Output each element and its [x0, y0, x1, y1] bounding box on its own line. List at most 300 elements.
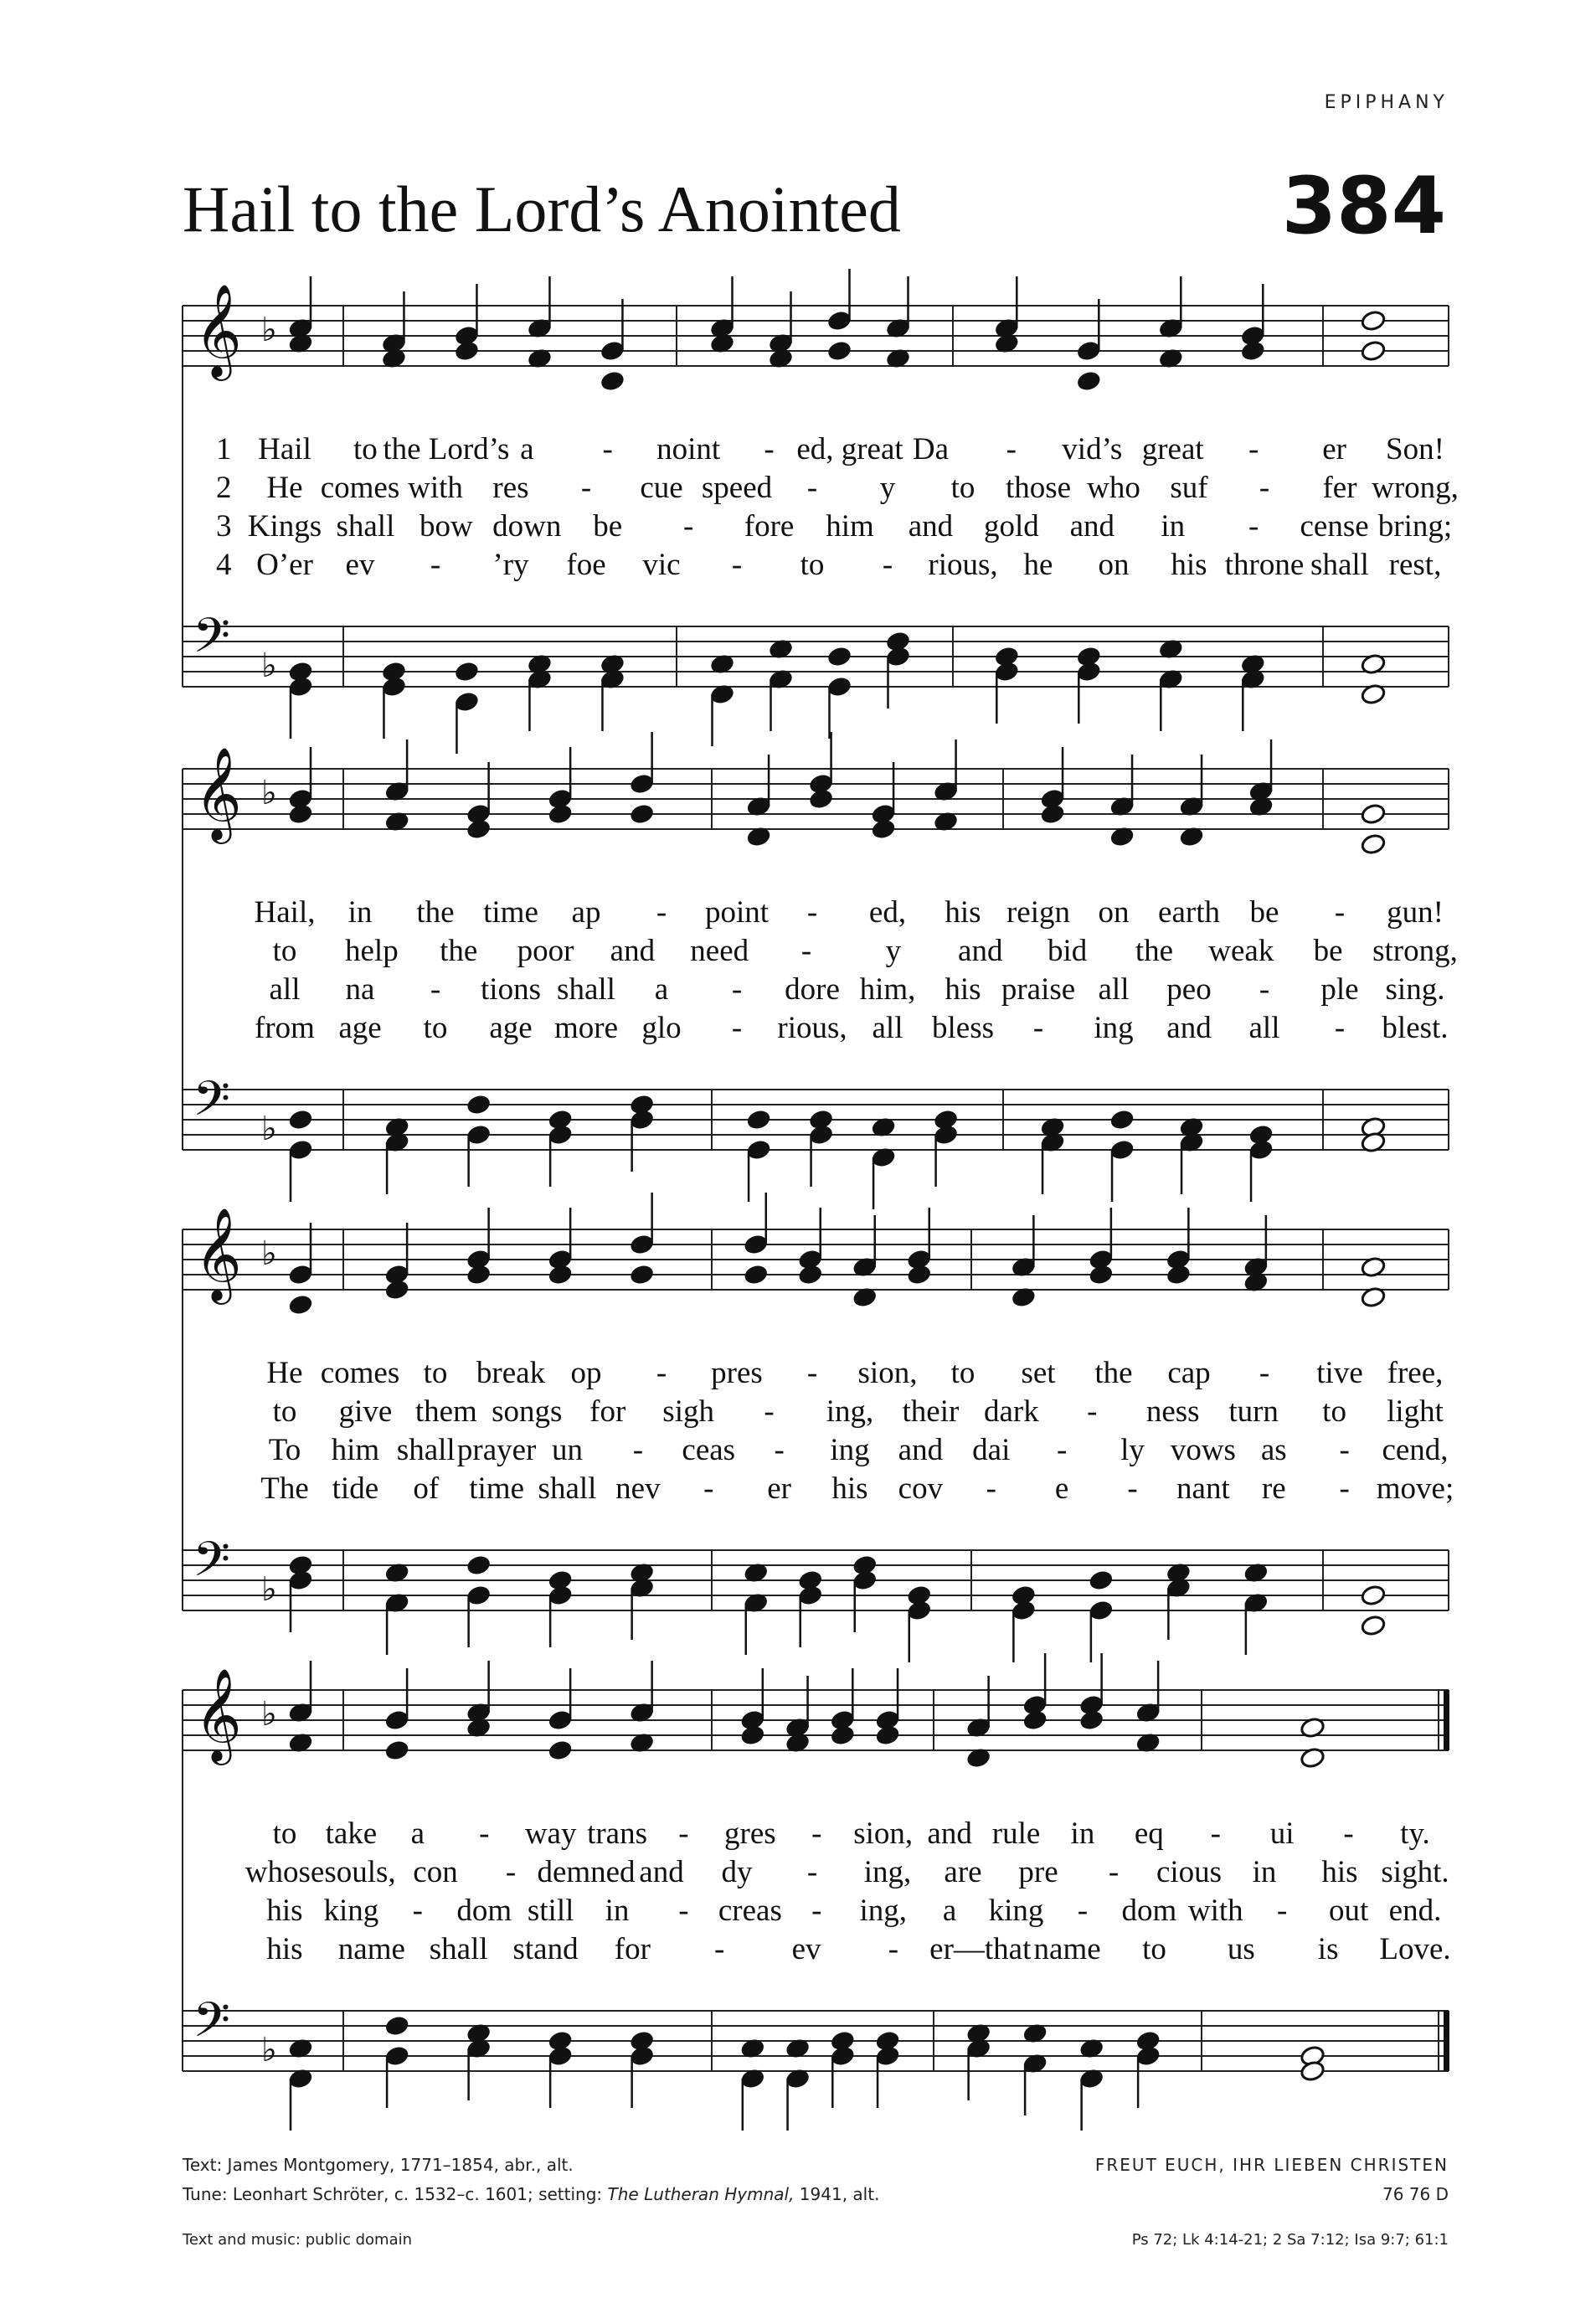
syllable-hyphen: -: [656, 895, 667, 930]
lyric-syllable: sion,: [857, 1356, 918, 1390]
hymn-number: 384: [1281, 161, 1446, 252]
syllable-hyphen: -: [774, 1433, 785, 1467]
lyric-syllable: reign: [1006, 895, 1071, 930]
lyric-syllable: ’ry: [492, 548, 529, 582]
lyric-syllable: him: [826, 509, 874, 544]
lyric-syllable: and: [927, 1816, 972, 1851]
lyric-syllable: and: [610, 934, 656, 968]
key-flat-icon: ♭: [261, 1695, 277, 1734]
lyric-syllable: light: [1387, 1394, 1444, 1429]
lyric-syllable: poor: [517, 934, 574, 968]
lyric-syllable: demned: [537, 1855, 636, 1889]
lyric-syllable: more: [553, 1011, 619, 1045]
lyric-syllable: stand: [512, 1932, 579, 1966]
lyric-syllable: to: [272, 1816, 297, 1851]
note-head: [454, 340, 480, 363]
lyric-syllable: Hail,: [254, 895, 316, 930]
lyric-syllable: be: [1313, 934, 1343, 968]
lyric-syllable: name: [1033, 1932, 1101, 1966]
syllable-hyphen: -: [430, 972, 441, 1007]
lyric-syllable: dark: [983, 1394, 1039, 1429]
lyric-syllable: in: [1070, 1816, 1095, 1851]
note-head: [746, 1109, 772, 1131]
note-head: [548, 1739, 574, 1762]
note-head: [600, 370, 625, 393]
lyric-syllable: break: [476, 1356, 546, 1390]
lyric-syllable: nev: [615, 1471, 661, 1506]
lyric-syllable: prayer: [456, 1433, 537, 1467]
lyric-syllable: sigh: [662, 1394, 714, 1429]
verse-number: 4: [216, 548, 232, 582]
syllable-hyphen: -: [811, 1894, 822, 1928]
lyric-syllable: his: [266, 1932, 303, 1966]
syllable-hyphen: -: [1108, 1855, 1120, 1889]
note-head: [384, 1279, 410, 1301]
lyric-syllable: bring;: [1377, 509, 1453, 544]
lyric-syllable: bid: [1047, 934, 1088, 968]
lyric-syllable: un: [552, 1433, 583, 1467]
note-head: [629, 803, 655, 826]
lyric-syllable: ing: [1094, 1011, 1134, 1045]
lyric-syllable: pre: [1018, 1855, 1058, 1889]
lyric-line: [0, 1471, 1570, 1509]
lyric-syllable: vid’s: [1062, 432, 1123, 466]
lyric-syllable: ness: [1145, 1394, 1200, 1429]
note-head: [466, 1264, 492, 1286]
lyric-syllable: vic: [642, 548, 681, 582]
lyric-syllable: comes: [320, 471, 400, 505]
key-flat-icon: ♭: [261, 647, 277, 685]
bass-clef-icon: 𝄢: [193, 1070, 231, 1139]
lyric-syllable: Da: [912, 432, 949, 466]
lyric-syllable: king: [988, 1894, 1044, 1928]
rights-notice: Text and music: public domain: [183, 2231, 413, 2249]
lyric-line: [0, 894, 1570, 933]
lyric-syllable: dom: [456, 1894, 512, 1928]
syllable-hyphen: -: [731, 1011, 743, 1045]
note-head: [1361, 803, 1387, 826]
lyric-syllable: all: [269, 972, 301, 1007]
tune-credit-suffix: 1941, alt.: [794, 2184, 880, 2204]
verse-number: 3: [216, 509, 232, 544]
lyric-syllable: his: [1321, 1855, 1358, 1889]
lyric-syllable: the: [416, 895, 455, 930]
lyric-syllable: creas: [718, 1894, 782, 1928]
lyric-syllable: vows: [1170, 1433, 1236, 1467]
lyric-syllable: ly: [1120, 1433, 1145, 1467]
lyric-syllable: cap: [1167, 1356, 1211, 1390]
note-head: [1022, 1709, 1048, 1732]
note-head: [1361, 833, 1387, 856]
syllable-hyphen: -: [731, 548, 743, 582]
lyric-syllable: time: [469, 1471, 525, 1506]
lyric-syllable: and: [1166, 1011, 1212, 1045]
lyric-syllable: bow: [419, 509, 473, 544]
lyric-syllable: er: [767, 1471, 791, 1506]
lyric-line: [0, 1893, 1570, 1931]
lyric-syllable: blest.: [1382, 1011, 1449, 1045]
lyric-syllable: give: [338, 1394, 393, 1429]
text-credit: Text: James Montgomery, 1771–1854, abr., alt.: [183, 2155, 574, 2175]
lyric-syllable: er—that: [929, 1932, 1032, 1966]
lyric-syllable: shall: [538, 1471, 597, 1506]
note-head: [466, 818, 492, 841]
lyric-syllable: y: [879, 471, 896, 505]
lyric-syllable: sight.: [1381, 1855, 1449, 1889]
lyric-syllable: down: [492, 509, 562, 544]
lyric-syllable: eq: [1134, 1816, 1164, 1851]
lyric-syllable: shall: [429, 1932, 488, 1966]
meter: 76 76 D: [1382, 2184, 1449, 2204]
syllable-hyphen: -: [580, 471, 592, 505]
lyric-syllable: cend,: [1382, 1433, 1449, 1467]
lyric-syllable: to: [800, 548, 825, 582]
lyric-syllable: great: [1141, 432, 1204, 466]
lyric-syllable: dore: [785, 972, 840, 1007]
lyric-syllable: a: [942, 1894, 957, 1928]
syllable-hyphen: -: [806, 1356, 818, 1390]
lyric-syllable: to: [1322, 1394, 1346, 1429]
lyric-line: [0, 971, 1570, 1010]
lyric-syllable: y: [885, 934, 902, 968]
note-head: [384, 2015, 410, 2038]
lyric-syllable: a: [520, 432, 534, 466]
lyric-syllable: cov: [898, 1471, 944, 1506]
key-flat-icon: ♭: [261, 1234, 277, 1273]
lyric-syllable: to: [950, 471, 975, 505]
lyric-syllable: ui: [1269, 1816, 1295, 1851]
key-flat-icon: ♭: [261, 2031, 277, 2069]
lyric-syllable: for: [589, 1394, 626, 1429]
lyric-syllable: all: [1098, 972, 1130, 1007]
note-head: [384, 1739, 410, 1762]
lyric-syllable: trans: [587, 1816, 648, 1851]
lyric-syllable: king: [323, 1894, 379, 1928]
syllable-hyphen: -: [1210, 1816, 1221, 1851]
note-head: [1361, 310, 1387, 332]
lyric-syllable: ing,: [826, 1394, 874, 1429]
syllable-hyphen: -: [632, 1433, 644, 1467]
lyric-syllable: rious,: [777, 1011, 847, 1045]
lyric-syllable: be: [1249, 895, 1279, 930]
note-head: [454, 661, 480, 683]
note-head: [288, 803, 314, 826]
lyric-line: [0, 1355, 1570, 1394]
lyric-syllable: and: [898, 1433, 944, 1467]
bass-clef-icon: 𝄢: [193, 1531, 231, 1600]
lyric-syllable: to: [423, 1011, 448, 1045]
note-head: [743, 1264, 769, 1286]
lyric-syllable: strong,: [1372, 934, 1458, 968]
lyric-syllable: gold: [983, 509, 1039, 544]
syllable-hyphen: -: [1056, 1433, 1068, 1467]
lyric-syllable: and: [908, 509, 954, 544]
lyric-syllable: a: [654, 972, 669, 1007]
lyric-syllable: Hail: [258, 432, 311, 466]
hymn-title: Hail to the Lord’s Anointed: [183, 173, 901, 245]
note-head: [1361, 1585, 1387, 1607]
lyric-syllable: be: [593, 509, 623, 544]
lyric-syllable: nant: [1176, 1471, 1230, 1506]
lyric-syllable: the: [1135, 934, 1174, 968]
lyric-syllable: as: [1260, 1433, 1287, 1467]
lyric-syllable: to: [423, 1356, 448, 1390]
lyric-syllable: ev: [791, 1932, 821, 1966]
syllable-hyphen: -: [1343, 1816, 1354, 1851]
lyric-syllable: res: [492, 471, 529, 505]
note-head: [875, 1724, 901, 1747]
lyric-syllable: con: [413, 1855, 458, 1889]
lyric-syllable: shall: [1310, 548, 1369, 582]
lyric-syllable: in: [347, 895, 373, 930]
syllable-hyphen: -: [806, 1855, 818, 1889]
note-head: [1361, 1615, 1387, 1637]
verse-number: 2: [216, 471, 232, 505]
note-head: [629, 1264, 655, 1286]
scripture-references: Ps 72; Lk 4:14-21; 2 Sa 7:12; Isa 9:7; 61:1: [1131, 2231, 1449, 2249]
lyric-syllable: name: [337, 1932, 405, 1966]
lyric-syllable: way: [524, 1816, 577, 1851]
lyric-syllable: in: [1252, 1855, 1277, 1889]
lyric-syllable: who: [1087, 471, 1140, 505]
lyric-syllable: turn: [1228, 1394, 1279, 1429]
syllable-hyphen: -: [811, 1816, 822, 1851]
lyric-line: [0, 1010, 1570, 1049]
lyric-syllable: take: [325, 1816, 378, 1851]
lyric-syllable: foe: [566, 548, 606, 582]
lyric-syllable: He: [266, 471, 303, 505]
lyric-line: [0, 1854, 1570, 1893]
lyric-syllable: ing,: [863, 1855, 912, 1889]
treble-clef-icon: 𝄞: [194, 746, 242, 840]
note-head: [1109, 1109, 1135, 1131]
syllable-hyphen: -: [806, 471, 818, 505]
lyric-syllable: gun!: [1387, 895, 1444, 930]
lyric-syllable: ev: [345, 548, 375, 582]
lyric-syllable: free,: [1387, 1356, 1444, 1390]
lyric-syllable: na: [345, 972, 375, 1007]
syllable-hyphen: -: [806, 895, 818, 930]
lyric-syllable: and: [958, 934, 1003, 968]
lyric-syllable: to: [950, 1356, 975, 1390]
tune-credit: [183, 2184, 879, 2204]
note-head: [1240, 340, 1266, 363]
treble-staff: [183, 1667, 1449, 1765]
note-head: [830, 1724, 856, 1747]
lyric-syllable: out: [1328, 1894, 1369, 1928]
lyric-syllable: e: [1054, 1471, 1069, 1506]
lyric-syllable: them: [414, 1394, 477, 1429]
lyric-syllable: shall: [336, 509, 395, 544]
lyric-syllable: er: [1322, 432, 1346, 466]
lyric-syllable: rious,: [928, 548, 998, 582]
lyric-syllable: Love.: [1379, 1932, 1451, 1966]
lyric-syllable: in: [605, 1894, 630, 1928]
lyric-syllable: glo: [641, 1011, 682, 1045]
lyric-syllable: peo: [1166, 972, 1212, 1007]
lyric-syllable: end.: [1388, 1894, 1442, 1928]
lyric-syllable: dai: [972, 1433, 1011, 1467]
lyric-syllable: ed, great: [796, 432, 903, 466]
lyric-syllable: shall: [396, 1433, 456, 1467]
lyric-syllable: in: [1161, 509, 1186, 544]
syllable-hyphen: -: [1032, 1011, 1044, 1045]
note-head: [1088, 1264, 1114, 1286]
lyric-syllable: suf: [1170, 471, 1208, 505]
syllable-hyphen: -: [1127, 1471, 1138, 1506]
lyric-syllable: from: [255, 1011, 315, 1045]
syllable-hyphen: -: [1006, 432, 1017, 466]
bass-clef-icon: 𝄢: [193, 1992, 231, 2060]
lyric-syllable: to: [1142, 1932, 1166, 1966]
lyric-syllable: dy: [721, 1855, 753, 1889]
lyric-syllable: fore: [744, 509, 795, 544]
syllable-hyphen: -: [678, 1894, 689, 1928]
lyric-syllable: rest,: [1388, 548, 1442, 582]
lyric-syllable: to: [272, 934, 297, 968]
treble-clef-icon: 𝄞: [194, 1667, 242, 1761]
lyric-syllable: To: [268, 1433, 301, 1467]
lyric-syllable: his: [945, 972, 981, 1007]
lyric-syllable: with: [408, 471, 463, 505]
treble-clef-icon: 𝄞: [194, 1207, 242, 1301]
lyric-syllable: praise: [1001, 972, 1076, 1007]
lyric-syllable: ple: [1320, 972, 1359, 1007]
lyric-line: [0, 470, 1570, 508]
tune-credit-book: The Lutheran Hymnal,: [607, 2184, 795, 2204]
key-flat-icon: ♭: [261, 1110, 277, 1148]
syllable-hyphen: -: [1334, 895, 1346, 930]
lyric-syllable: time: [483, 895, 538, 930]
section-label: EPIPHANY: [1324, 92, 1449, 113]
syllable-hyphen: -: [430, 548, 441, 582]
note-head: [548, 803, 574, 826]
lyric-syllable: ty.: [1400, 1816, 1430, 1851]
note-head: [906, 1264, 932, 1286]
syllable-hyphen: -: [505, 1855, 517, 1889]
syllable-hyphen: -: [1339, 1471, 1350, 1506]
lyric-syllable: tide: [332, 1471, 379, 1506]
lyric-syllable: point: [704, 895, 770, 930]
lyric-syllable: cense: [1300, 509, 1369, 544]
lyric-syllable: re: [1261, 1471, 1286, 1506]
note-head: [739, 1724, 765, 1747]
lyric-syllable: throne: [1224, 548, 1305, 582]
lyric-syllable: his: [266, 1894, 303, 1928]
syllable-hyphen: -: [731, 972, 743, 1007]
lyric-syllable: tions: [481, 972, 541, 1007]
syllable-hyphen: -: [656, 1356, 667, 1390]
lyric-syllable: the: [440, 934, 478, 968]
lyric-line: [0, 1931, 1570, 1970]
lyric-syllable: age: [489, 1011, 533, 1045]
syllable-hyphen: -: [800, 934, 812, 968]
lyric-syllable: tive: [1316, 1356, 1363, 1390]
lyric-syllable: with: [1187, 1894, 1243, 1928]
syllable-hyphen: -: [764, 1394, 775, 1429]
lyric-syllable: their: [902, 1394, 960, 1429]
syllable-hyphen: -: [1339, 1433, 1350, 1467]
lyric-syllable: help: [344, 934, 399, 968]
syllable-hyphen: -: [764, 432, 775, 466]
lyric-syllable: to: [272, 1394, 297, 1429]
lyric-line: [0, 431, 1570, 470]
lyric-syllable: to: [353, 432, 378, 466]
lyric-syllable: on: [1098, 548, 1130, 582]
lyric-syllable: need: [690, 934, 749, 968]
lyric-syllable: sing.: [1385, 972, 1445, 1007]
key-flat-icon: ♭: [261, 1570, 277, 1609]
lyric-line: [0, 933, 1570, 971]
lyric-syllable: cue: [640, 471, 683, 505]
syllable-hyphen: -: [1077, 1894, 1089, 1928]
syllable-hyphen: -: [1087, 1394, 1098, 1429]
syllable-hyphen: -: [1259, 1356, 1270, 1390]
lyric-syllable: move;: [1376, 1471, 1454, 1506]
lyric-syllable: he: [1023, 548, 1053, 582]
treble-clef-icon: 𝄞: [194, 283, 242, 377]
lyric-syllable: noint: [656, 432, 721, 466]
lyric-syllable: wrong,: [1372, 471, 1459, 505]
lyric-syllable: bless: [932, 1011, 994, 1045]
lyric-syllable: for: [614, 1932, 651, 1966]
lyric-syllable: all: [872, 1011, 903, 1045]
lyric-line: [0, 1816, 1570, 1854]
syllable-hyphen: -: [1248, 509, 1259, 544]
syllable-hyphen: -: [1259, 972, 1270, 1007]
note-head: [797, 1264, 823, 1286]
lyric-syllable: still: [527, 1894, 574, 1928]
note-head: [1166, 1264, 1192, 1286]
lyric-syllable: ing,: [859, 1894, 907, 1928]
note-head: [1078, 1709, 1104, 1732]
syllable-hyphen: -: [714, 1932, 725, 1966]
lyric-syllable: fer: [1322, 471, 1357, 505]
lyric-syllable: age: [338, 1011, 382, 1045]
bass-staff: [183, 1992, 1449, 2071]
lyric-syllable: him: [331, 1433, 380, 1467]
lyric-syllable: his: [831, 1471, 868, 1506]
note-head: [826, 646, 852, 668]
bass-clef-icon: 𝄢: [193, 607, 231, 676]
lyric-syllable: the Lord’s: [383, 432, 510, 466]
lyric-syllable: set: [1021, 1356, 1056, 1390]
lyric-syllable: sion,: [853, 1816, 914, 1851]
lyric-syllable: pres: [711, 1356, 763, 1390]
lyric-syllable: his: [1171, 548, 1207, 582]
lyric-syllable: on: [1098, 895, 1130, 930]
key-flat-icon: ♭: [261, 774, 277, 812]
lyric-syllable: his: [945, 895, 981, 930]
lyric-line: [0, 1394, 1570, 1432]
syllable-hyphen: -: [703, 1471, 714, 1506]
syllable-hyphen: -: [1259, 471, 1270, 505]
syllable-hyphen: -: [1277, 1894, 1288, 1928]
lyric-syllable: and: [1069, 509, 1114, 544]
lyric-syllable: O’er: [256, 548, 313, 582]
lyric-syllable: songs: [492, 1394, 563, 1429]
note-head: [826, 340, 852, 363]
lyric-syllable: rule: [991, 1816, 1041, 1851]
lyric-syllable: The: [260, 1471, 309, 1506]
note-head: [1076, 370, 1102, 393]
note-head: [288, 1294, 314, 1317]
lyric-syllable: ceas: [682, 1433, 736, 1467]
lyric-syllable: cious: [1156, 1855, 1223, 1889]
lyric-syllable: all: [1248, 1011, 1280, 1045]
lyric-syllable: gres: [724, 1816, 776, 1851]
lyric-syllable: a: [410, 1816, 425, 1851]
